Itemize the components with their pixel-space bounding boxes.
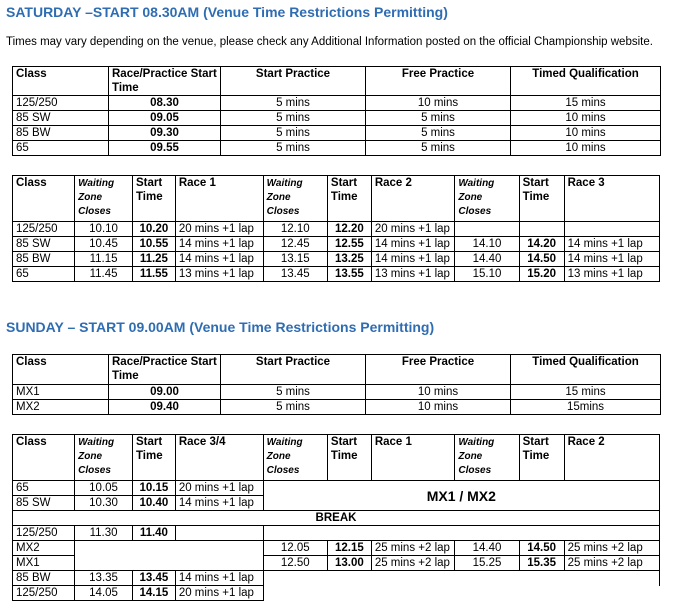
wz-cell: 10.10 [75,222,133,237]
col-free-practice: Free Practice [366,67,511,96]
col-class: Class [13,176,75,222]
start-time-cell: 09.05 [109,111,221,126]
wz-cell: 14.10 [455,237,519,252]
class-cell: 65 [13,267,75,282]
duration-cell: 20 mins +1 lap [371,222,455,237]
duration-cell: 14 mins +1 lap [175,496,263,511]
duration-cell: 14 mins +1 lap [564,252,659,267]
start-cell: 13.00 [327,556,371,571]
class-cell: 65 [13,141,109,156]
wz-cell: 10.45 [75,237,133,252]
class-cell: 125/250 [13,222,75,237]
class-cell: 125/250 [13,586,75,601]
venue-note: Times may vary depending on the venue, please check any Additional Information posted on the official Championship website. [6,36,653,48]
start-time-cell: 09.40 [109,400,221,415]
class-cell: 85 SW [13,496,75,511]
class-cell: 85 BW [13,571,75,586]
saturday-practice-table [12,66,661,156]
start-time-cell: 09.00 [109,385,221,400]
table-row [13,586,660,601]
col-race-3-4: Race 3/4 [175,435,263,481]
free-practice-cell: 5 mins [366,141,511,156]
start-cell: 12.15 [327,541,371,556]
col-waiting-zone-1: Waiting Zone Closes [75,176,133,222]
start-time-cell: 09.55 [109,141,221,156]
saturday-race-table [12,175,660,282]
sunday-heading: SUNDAY – START 09.00AM (Venue Time Restrictions Permitting) [6,319,435,335]
duration-cell: 13 mins +1 lap [175,267,263,282]
start-cell: 13.45 [132,571,175,586]
duration-cell: 14 mins +1 lap [564,237,659,252]
wz-cell: 13.15 [263,252,327,267]
start-cell: 11.25 [132,252,175,267]
start-cell: 12.55 [327,237,371,252]
wz-cell: 11.15 [75,252,133,267]
start-practice-cell: 5 mins [221,126,366,141]
duration-cell: 14 mins +1 lap [175,252,263,267]
start-cell: 14.15 [132,586,175,601]
duration-cell: 20 mins +1 lap [175,586,263,601]
duration-cell: 25 mins +2 lap [371,541,455,556]
table-row [13,571,660,586]
wz-cell [455,222,519,237]
timed-qualification-cell: 15mins [511,400,661,415]
table-row [13,252,660,267]
table-row [13,237,660,252]
wz-cell: 10.30 [75,496,133,511]
timed-qualification-cell: 15 mins [511,385,661,400]
table-row [13,141,661,156]
col-race-3: Race 3 [564,176,659,222]
col-start-practice: Start Practice [221,67,366,96]
wz-cell: 14.05 [75,586,133,601]
sunday-race-table [12,434,660,601]
start-time-cell: 08.30 [109,96,221,111]
start-practice-cell: 5 mins [221,96,366,111]
wz-cell: 11.30 [75,526,133,541]
start-cell: 11.40 [132,526,175,541]
table-row [13,111,661,126]
table-row [13,222,660,237]
duration-cell: 14 mins +1 lap [175,237,263,252]
timed-qualification-cell: 15 mins [511,96,661,111]
start-practice-cell: 5 mins [221,141,366,156]
timed-qualification-cell: 10 mins [511,111,661,126]
col-race-2: Race 2 [564,435,659,481]
start-time-cell: 09.30 [109,126,221,141]
start-cell: 12.20 [327,222,371,237]
empty-cell [263,586,659,601]
free-practice-cell: 10 mins [366,96,511,111]
col-race-practice-start: Race/Practice Start Time [109,355,221,385]
class-cell: 125/250 [13,526,75,541]
start-cell: 13.25 [327,252,371,267]
table-row [13,556,660,571]
duration-cell: 14 mins +1 lap [175,571,263,586]
sunday-practice-table [12,354,661,415]
duration-cell: 14 mins +1 lap [371,252,455,267]
table-row [13,126,661,141]
col-race-practice-start: Race/Practice Start Time [109,67,221,96]
duration-cell: 25 mins +2 lap [564,556,659,571]
col-free-practice: Free Practice [366,355,511,385]
table-header-row [13,176,660,222]
start-cell: 14.50 [519,252,564,267]
duration-cell: 20 mins +1 lap [175,222,263,237]
duration-cell [175,526,263,541]
col-start-practice: Start Practice [221,355,366,385]
col-waiting-zone-2: Waiting Zone Closes [263,435,327,481]
col-timed-qualification: Timed Qualification [511,67,661,96]
duration-cell: 25 mins +2 lap [371,556,455,571]
duration-cell: 25 mins +2 lap [564,541,659,556]
col-start-time-3: Start Time [519,176,564,222]
start-cell: 15.35 [519,556,564,571]
col-race-1: Race 1 [371,435,455,481]
empty-cell [75,556,264,571]
table-row [13,267,660,282]
start-cell: 11.55 [132,267,175,282]
start-cell: 14.50 [519,541,564,556]
table-header-row [13,355,661,385]
wz-cell: 13.35 [75,571,133,586]
duration-cell: 14 mins +1 lap [371,237,455,252]
wz-cell: 14.40 [455,541,519,556]
start-practice-cell: 5 mins [221,111,366,126]
mx-label: MX1 / MX2 [263,481,659,511]
class-cell: MX2 [13,541,75,556]
start-cell [519,222,564,237]
start-cell: 10.40 [132,496,175,511]
start-cell: 14.20 [519,237,564,252]
timed-qualification-cell: 10 mins [511,126,661,141]
start-cell: 10.55 [132,237,175,252]
wz-cell: 12.45 [263,237,327,252]
wz-cell: 12.10 [263,222,327,237]
break-label: BREAK [13,511,660,526]
col-class: Class [13,435,75,481]
col-waiting-zone-3: Waiting Zone Closes [455,435,519,481]
col-start-time-1: Start Time [132,176,175,222]
wz-cell: 13.45 [263,267,327,282]
start-practice-cell: 5 mins [221,385,366,400]
table-header-row [13,435,660,481]
col-start-time-2: Start Time [327,176,371,222]
wz-cell: 14.40 [455,252,519,267]
class-cell: 85 SW [13,111,109,126]
empty-cell [263,571,659,586]
empty-cell [75,541,264,556]
class-cell: 125/250 [13,96,109,111]
table-row [13,481,660,496]
col-start-time-1: Start Time [132,435,175,481]
col-class: Class [13,67,109,96]
col-start-time-3: Start Time [519,435,564,481]
class-cell: 85 BW [13,252,75,267]
wz-cell: 12.50 [263,556,327,571]
table-row [13,526,660,541]
start-cell: 10.15 [132,481,175,496]
wz-cell: 15.10 [455,267,519,282]
wz-cell: 15.25 [455,556,519,571]
col-race-2: Race 2 [371,176,455,222]
timed-qualification-cell: 10 mins [511,141,661,156]
col-waiting-zone-3: Waiting Zone Closes [455,176,519,222]
start-practice-cell: 5 mins [221,400,366,415]
col-start-time-2: Start Time [327,435,371,481]
class-cell: MX2 [13,400,109,415]
table-row [13,541,660,556]
col-waiting-zone-1: Waiting Zone Closes [75,435,133,481]
table-header-row [13,67,661,96]
start-cell: 10.20 [132,222,175,237]
free-practice-cell: 10 mins [366,400,511,415]
table-row [13,96,661,111]
duration-cell: 13 mins +1 lap [564,267,659,282]
col-timed-qualification: Timed Qualification [511,355,661,385]
wz-cell: 12.05 [263,541,327,556]
wz-cell: 10.05 [75,481,133,496]
class-cell: MX1 [13,385,109,400]
table-row [13,385,661,400]
class-cell: MX1 [13,556,75,571]
free-practice-cell: 5 mins [366,111,511,126]
empty-cell [263,526,659,541]
wz-cell: 11.45 [75,267,133,282]
col-class: Class [13,355,109,385]
class-cell: 85 BW [13,126,109,141]
break-row [13,511,660,526]
start-cell: 15.20 [519,267,564,282]
start-cell: 13.55 [327,267,371,282]
duration-cell [564,222,659,237]
free-practice-cell: 5 mins [366,126,511,141]
free-practice-cell: 10 mins [366,385,511,400]
col-race-1: Race 1 [175,176,263,222]
class-cell: 65 [13,481,75,496]
col-waiting-zone-2: Waiting Zone Closes [263,176,327,222]
duration-cell: 13 mins +1 lap [371,267,455,282]
class-cell: 85 SW [13,237,75,252]
saturday-heading: SATURDAY –START 08.30AM (Venue Time Restrictions Permitting) [6,4,448,20]
duration-cell: 20 mins +1 lap [175,481,263,496]
table-row [13,400,661,415]
